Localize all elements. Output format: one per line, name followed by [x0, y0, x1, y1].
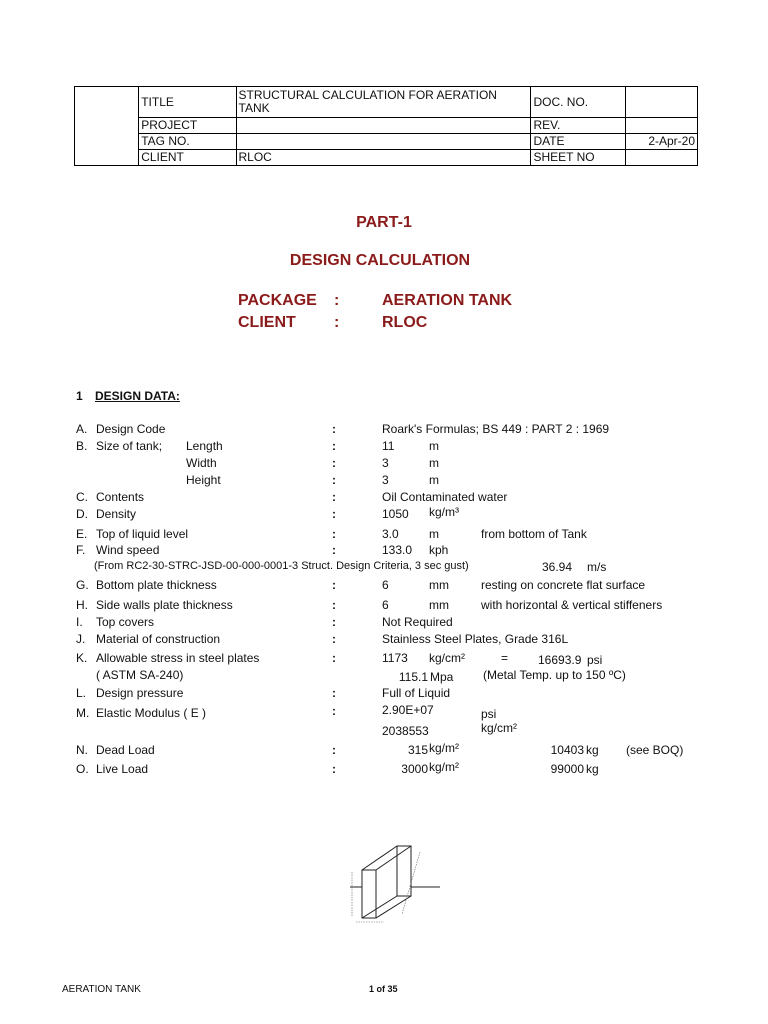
row-h-value: 6 — [382, 598, 389, 612]
footer-page-number: 1 of 35 — [369, 984, 398, 994]
row-f-ms-value: 36.94 — [542, 560, 573, 574]
row-d-letter: D. — [76, 507, 88, 521]
row-j-label: Material of construction — [96, 632, 221, 646]
client-label: CLIENT — [139, 150, 236, 166]
package-value: AERATION TANK — [382, 292, 513, 309]
row-i-letter: I. — [76, 615, 83, 629]
row-g-note: resting on concrete flat surface — [481, 578, 646, 592]
row-c-letter: C. — [76, 490, 88, 504]
project-label: PROJECT — [139, 118, 236, 134]
row-e-label: Top of liquid level — [96, 527, 189, 541]
row-h-unit: mm — [429, 598, 449, 612]
row-a-letter: A. — [76, 422, 88, 436]
row-g-unit: mm — [429, 578, 449, 592]
row-o-value: 3000 — [401, 762, 428, 776]
tag-value — [236, 134, 531, 150]
row-b-width-value: 3 — [382, 456, 389, 470]
row-b-width-label: Width — [186, 456, 217, 470]
row-b-colon-2: : — [332, 456, 336, 470]
row-i-label: Top covers — [96, 615, 155, 629]
row-k-equals: = — [501, 651, 509, 665]
client-value: RLOC — [236, 150, 531, 166]
row-b-letter: B. — [76, 439, 88, 453]
row-b-length-unit: m — [429, 439, 439, 453]
title-value: STRUCTURAL CALCULATION FOR AERATION TANK — [236, 87, 531, 118]
row-j-letter: J. — [76, 632, 86, 646]
row-e-value: 3.0 — [382, 527, 399, 541]
row-o-letter: O. — [76, 762, 89, 776]
row-o-unit: kg/m² — [429, 760, 459, 774]
row-g-value: 6 — [382, 578, 389, 592]
row-c-value: Oil Contaminated water — [382, 490, 508, 504]
row-d-value: 1050 — [382, 507, 409, 521]
row-b-length-value: 11 — [382, 439, 395, 453]
rev-value — [625, 118, 697, 134]
row-j-colon: : — [332, 632, 336, 646]
row-l-value: Full of Liquid — [382, 686, 451, 700]
row-f-unit: kph — [429, 543, 449, 557]
row-c-colon: : — [332, 490, 336, 504]
row-a-label: Design Code — [96, 422, 166, 436]
row-n-label: Dead Load — [96, 743, 155, 757]
doc-no-value — [625, 87, 697, 118]
row-n-unit: kg/m² — [429, 741, 459, 755]
row-k-letter: K. — [76, 651, 88, 665]
part-heading: PART-1 — [356, 214, 412, 231]
row-e-letter: E. — [76, 527, 88, 541]
row-b-width-unit: m — [429, 456, 439, 470]
row-n-note: (see BOQ) — [626, 743, 684, 757]
row-n-value: 315 — [407, 743, 428, 757]
row-h-letter: H. — [76, 598, 88, 612]
row-k-sub-label: ( ASTM SA-240) — [96, 668, 184, 682]
date-label: DATE — [531, 134, 625, 150]
row-o-label: Live Load — [96, 762, 149, 776]
row-l-label: Design pressure — [96, 686, 184, 700]
row-o-total: 99000 — [550, 762, 584, 776]
row-m-label: Elastic Modulus ( E ) — [96, 706, 207, 720]
row-k-mpa-note: (Metal Temp. up to 150 ºC) — [483, 668, 626, 682]
row-f-ms-unit: m/s — [587, 560, 607, 574]
row-n-letter: N. — [76, 743, 88, 757]
row-n-total-unit: kg — [586, 743, 599, 757]
client-heading-label: CLIENT — [238, 314, 296, 331]
section-title: DESIGN DATA: — [95, 389, 180, 403]
rev-label: REV. — [531, 118, 625, 134]
design-calculation-heading: DESIGN CALCULATION — [289, 252, 471, 269]
row-b-length-label: Length — [186, 439, 223, 453]
row-b-colon-3: : — [332, 473, 336, 487]
row-i-colon: : — [332, 615, 336, 629]
row-k-unit: kg/cm² — [429, 651, 465, 665]
row-b-height-value: 3 — [382, 473, 389, 487]
row-f-value: 133.0 — [382, 543, 413, 557]
tank-sketch — [340, 842, 440, 926]
row-m-unit-2: kg/cm² — [481, 721, 517, 735]
title-label: TITLE — [139, 87, 236, 118]
row-k-mpa-unit: Mpa — [430, 670, 454, 684]
row-l-colon: : — [332, 686, 336, 700]
row-o-colon: : — [332, 762, 336, 776]
row-i-value: Not Required — [382, 615, 453, 629]
row-m-colon: : — [332, 704, 336, 718]
row-d-label: Density — [96, 507, 137, 521]
row-e-unit: m — [429, 527, 439, 541]
package-label: PACKAGE — [238, 292, 317, 309]
row-m-unit-1: psi — [481, 707, 497, 721]
footer-document-name: AERATION TANK — [62, 984, 141, 995]
row-a-value: Roark's Formulas; BS 449 : PART 2 : 1969 — [382, 422, 610, 436]
row-g-label: Bottom plate thickness — [96, 578, 217, 592]
row-k-psi-value: 16693.9 — [538, 653, 582, 667]
row-f-colon: : — [332, 543, 336, 557]
row-l-letter: L. — [76, 686, 87, 700]
row-b-height-unit: m — [429, 473, 439, 487]
row-n-total: 10403 — [550, 743, 584, 757]
client-heading-colon: : — [334, 314, 340, 331]
row-c-label: Contents — [96, 490, 145, 504]
row-m-letter: M. — [76, 706, 90, 720]
client-heading-value: RLOC — [382, 314, 428, 331]
logo-cell — [75, 87, 139, 166]
row-k-label: Allowable stress in steel plates — [96, 651, 260, 665]
row-a-colon: : — [332, 422, 336, 436]
row-d-unit: kg/m³ — [429, 505, 459, 519]
row-g-colon: : — [332, 578, 336, 592]
row-m-value-1: 2.90E+07 — [382, 703, 434, 717]
row-m-value-2: 2038553 — [382, 724, 429, 738]
project-value — [236, 118, 531, 134]
row-f-label: Wind speed — [96, 543, 160, 557]
header-table — [74, 86, 698, 166]
row-o-total-unit: kg — [586, 762, 599, 776]
row-h-label: Side walls plate thickness — [96, 598, 233, 612]
sheet-value — [625, 150, 697, 166]
row-j-value: Stainless Steel Plates, Grade 316L — [382, 632, 569, 646]
row-g-letter: G. — [76, 578, 89, 592]
section-number: 1 — [76, 389, 83, 403]
row-b-colon-1: : — [332, 439, 336, 453]
sheet-label: SHEET NO — [531, 150, 625, 166]
row-h-colon: : — [332, 598, 336, 612]
row-d-colon: : — [332, 507, 336, 521]
row-k-colon: : — [332, 651, 336, 665]
row-h-note: with horizontal & vertical stiffeners — [481, 598, 663, 612]
package-colon: : — [334, 292, 340, 309]
date-value: 2-Apr-20 — [625, 134, 697, 150]
row-e-colon: : — [332, 527, 336, 541]
row-k-value: 1173 — [382, 651, 408, 665]
row-n-colon: : — [332, 743, 336, 757]
row-k-mpa-value: 115.1 — [398, 670, 428, 684]
tag-label: TAG NO. — [139, 134, 236, 150]
row-f-reference: (From RC2-30-STRC-JSD-00-000-0001-3 Struct. Design Criteria, 3 sec gust) — [94, 560, 469, 572]
doc-no-label: DOC. NO. — [531, 87, 625, 118]
row-b-label: Size of tank; — [96, 439, 163, 453]
row-e-note: from bottom of Tank — [481, 527, 587, 541]
row-k-psi-unit: psi — [587, 653, 603, 667]
row-f-letter: F. — [76, 543, 86, 557]
row-b-height-label: Height — [186, 473, 221, 487]
